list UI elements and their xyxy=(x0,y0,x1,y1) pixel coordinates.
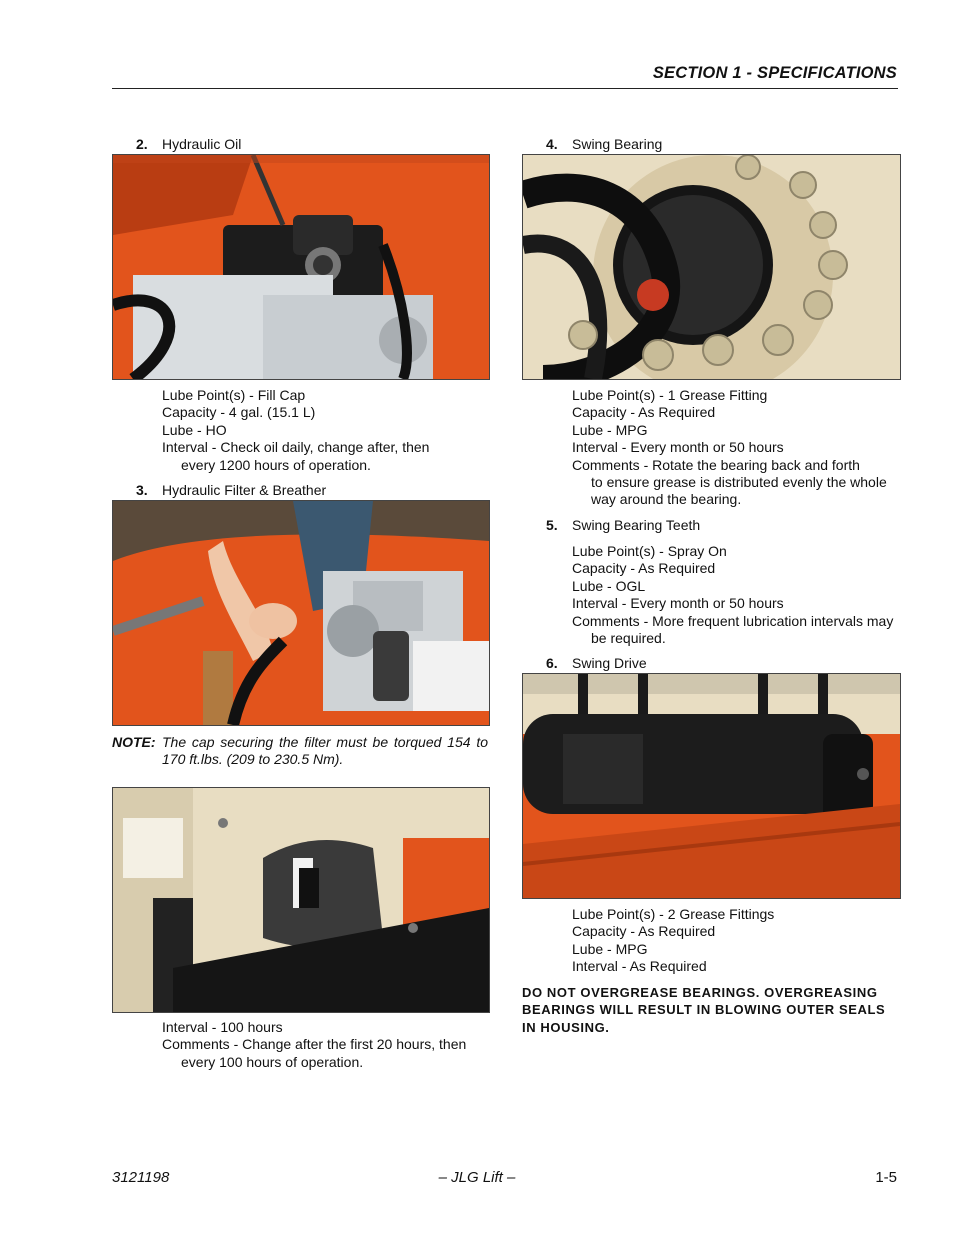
hydraulic-oil-photo xyxy=(112,154,490,380)
overgrease-warning: DO NOT OVERGREASE BEARINGS. OVERGREASING BEARINGS WILL RESULT IN BLOWING OUTER SEALS IN HOUSING. xyxy=(522,985,886,1035)
note-text: The cap securing the filter must be torqued 154 to 170 ft.lbs. (209 to 230.5 Nm). xyxy=(162,734,488,768)
item-title: Swing Drive xyxy=(572,655,647,671)
spec-line: Interval - As Required xyxy=(572,958,707,975)
hydraulic-filter-photo xyxy=(112,500,490,726)
swing-drive-specs xyxy=(572,906,774,976)
spec-line: Lube - MPG xyxy=(572,421,648,438)
note-label: NOTE: xyxy=(112,734,156,750)
hydraulic-oil-specs xyxy=(162,387,429,474)
item-title: Hydraulic Oil xyxy=(162,136,242,152)
spec-continuation: every 1200 hours of operation. xyxy=(181,456,371,473)
spec-line: Interval - 100 hours xyxy=(162,1019,283,1035)
spec-line: Comments - Rotate the bearing back and forth xyxy=(572,456,860,473)
spec-line: Lube Point(s) - 1 Grease Fitting xyxy=(572,387,768,403)
item-number: 6. xyxy=(546,655,558,671)
spec-continuation: every 100 hours of operation. xyxy=(181,1053,364,1070)
breather-photo xyxy=(112,787,490,1013)
item-swing-bearing-teeth-heading xyxy=(546,517,700,533)
item-number: 4. xyxy=(546,136,558,152)
doc-number: 3121198 xyxy=(112,1169,170,1186)
spec-line: Interval - Check oil daily, change after, then xyxy=(162,439,430,456)
item-swing-drive-heading xyxy=(546,655,647,671)
header-rule xyxy=(112,88,898,89)
spec-line: Capacity - 4 gal. (15.1 L) xyxy=(162,404,316,421)
item-title: Hydraulic Filter & Breather xyxy=(162,482,327,498)
item-title: Swing Bearing xyxy=(572,136,663,152)
spec-line: Lube Point(s) - 2 Grease Fittings xyxy=(572,906,775,922)
brand-footer: – JLG Lift – xyxy=(438,1169,516,1186)
page-number: 1-5 xyxy=(875,1169,897,1186)
spec-line: Lube - HO xyxy=(162,421,227,438)
item-number: 3. xyxy=(136,482,148,498)
item-number: 5. xyxy=(546,517,558,533)
spec-continuation: to ensure grease is distributed evenly the whole xyxy=(591,474,887,491)
item-number: 2. xyxy=(136,136,148,152)
item-hydraulic-filter-heading xyxy=(136,482,326,498)
spec-line: Capacity - As Required xyxy=(572,404,716,421)
swing-bearing-photo xyxy=(522,154,901,380)
spec-line: Comments - More frequent lubrication intervals may xyxy=(572,612,894,629)
spec-line: Lube - MPG xyxy=(572,940,648,957)
item-title: Swing Bearing Teeth xyxy=(572,517,701,533)
swing-bearing-specs xyxy=(572,387,887,509)
spec-line: Lube Point(s) - Fill Cap xyxy=(162,387,306,403)
item-swing-bearing-heading xyxy=(546,136,662,152)
spec-line: Interval - Every month or 50 hours xyxy=(572,595,784,612)
torque-note xyxy=(112,734,488,769)
spec-line: Capacity - As Required xyxy=(572,923,716,940)
spec-line: Interval - Every month or 50 hours xyxy=(572,439,784,456)
swing-bearing-teeth-specs xyxy=(572,543,893,647)
spec-continuation: way around the bearing. xyxy=(591,491,742,508)
spec-line: Lube Point(s) - Spray On xyxy=(572,543,727,559)
spec-line: Lube - OGL xyxy=(572,577,646,594)
item-hydraulic-oil-heading xyxy=(136,136,241,152)
section-title: SECTION 1 - SPECIFICATIONS xyxy=(652,64,897,82)
hydraulic-filter-specs xyxy=(162,1019,466,1071)
spec-line: Capacity - As Required xyxy=(572,560,716,577)
spec-continuation: be required. xyxy=(591,630,666,647)
spec-line: Comments - Change after the first 20 hours, then xyxy=(162,1036,467,1053)
swing-drive-photo xyxy=(522,673,901,899)
